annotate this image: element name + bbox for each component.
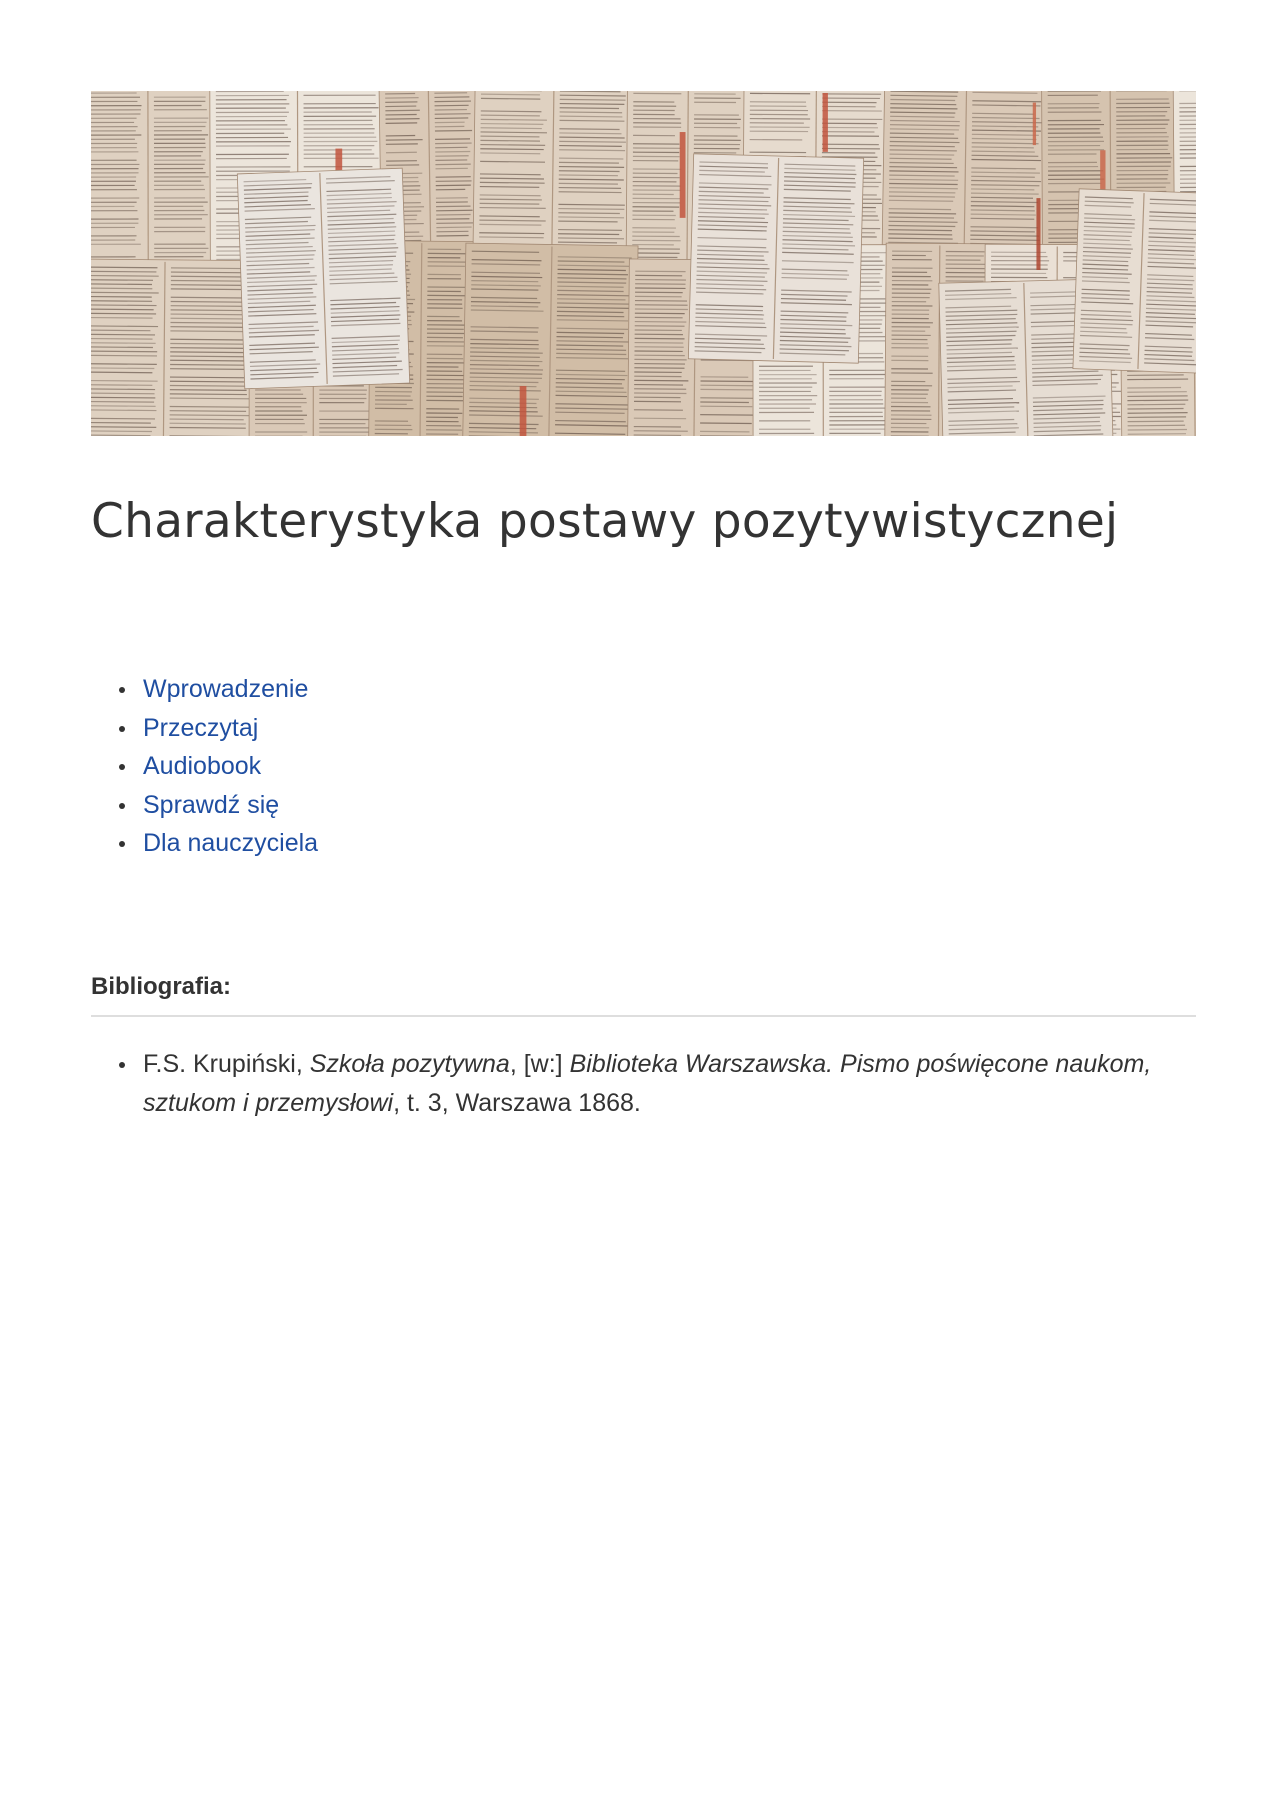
toc-item-audiobook bbox=[143, 747, 1196, 786]
toc-item-read bbox=[143, 709, 1196, 748]
entry-details: , t. 3, Warszawa 1868. bbox=[393, 1088, 641, 1117]
bibliography-entry bbox=[143, 1045, 1153, 1123]
entry-author: F.S. Krupiński, bbox=[143, 1049, 310, 1078]
toc-link-audiobook[interactable]: Audiobook bbox=[143, 752, 262, 781]
document-page bbox=[91, 91, 1196, 1123]
toc-link-for-teacher[interactable]: Dla nauczyciela bbox=[143, 829, 319, 858]
hero-image bbox=[91, 91, 1196, 436]
toc-link-check-yourself[interactable]: Sprawdź się bbox=[143, 790, 280, 819]
bibliography-heading: Bibliografia: bbox=[91, 973, 1196, 1017]
toc-item-for-teacher bbox=[143, 824, 1196, 863]
table-of-contents bbox=[91, 670, 1196, 863]
entry-in: , [w:] bbox=[509, 1049, 570, 1078]
page-title: Charakterystyka postawy pozytywistycznej bbox=[91, 494, 1119, 549]
toc-link-read[interactable]: Przeczytaj bbox=[143, 713, 259, 742]
toc-link-introduction[interactable]: Wprowadzenie bbox=[143, 675, 309, 704]
entry-source-title: Biblioteka Warszawska. Pismo poświęcone naukom, sztukom i przemysłowi bbox=[143, 1049, 1152, 1117]
entry-work-title: Szkoła pozytywna bbox=[309, 1049, 510, 1078]
toc-item-check-yourself bbox=[143, 786, 1196, 825]
toc-item-introduction bbox=[143, 670, 1196, 709]
open-books-illustration bbox=[91, 91, 1196, 436]
bibliography-list bbox=[91, 1045, 1196, 1123]
